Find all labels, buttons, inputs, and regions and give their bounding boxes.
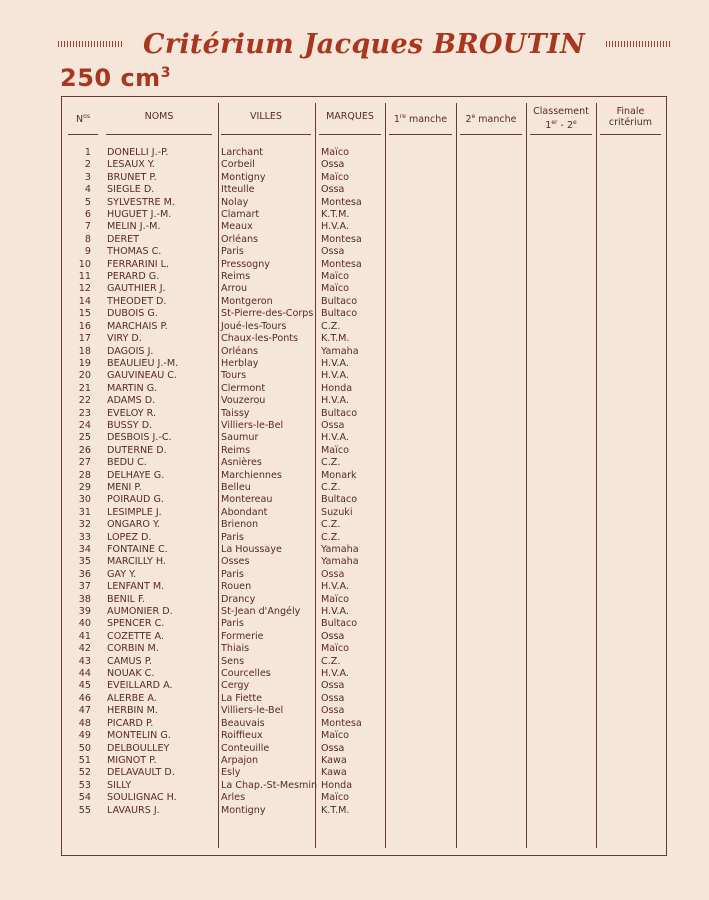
rider-name: GAUVINEAU C.	[107, 370, 178, 382]
header-underline-makes	[319, 134, 381, 135]
page-title: Critérium Jacques BROUTIN	[143, 28, 585, 60]
table-row	[61, 259, 381, 271]
rider-make: Maïco	[321, 147, 349, 158]
rider-number: 25	[78, 432, 91, 444]
header-underline-ranking	[530, 134, 592, 135]
rider-make: Maïco	[321, 730, 349, 742]
rider-city: Montigny	[221, 804, 266, 816]
rider-number: 27	[78, 457, 91, 469]
header-number: $N^{os}$	[76, 113, 90, 126]
table-row	[61, 519, 381, 531]
rider-make: Maïco	[321, 792, 349, 804]
rider-city: Esly	[221, 767, 241, 779]
header-underline-no	[68, 134, 98, 135]
rider-city: Chaux-les-Ponts	[221, 333, 299, 345]
rider-city: Abondant	[221, 506, 268, 518]
table-row	[61, 755, 381, 767]
rider-name: HUGUET J.-M.	[107, 209, 172, 221]
rider-city: Clamart	[221, 209, 260, 221]
rider-city: La Fiette	[221, 692, 263, 704]
rider-number: 2	[84, 159, 91, 171]
column-divider-makes-run1	[385, 103, 386, 848]
table-row	[61, 693, 381, 705]
header-names: NOMS	[144, 111, 174, 122]
rider-city: Paris	[221, 618, 244, 630]
rider-city: Vouzerou	[221, 395, 266, 407]
rider-city: Beauvais	[221, 717, 265, 729]
rider-name: SYLVESTRE M.	[107, 196, 175, 208]
rider-make: Yamaha	[321, 345, 359, 357]
rider-city: Orléans	[221, 233, 259, 245]
table-row	[61, 618, 381, 630]
rider-number: 44	[78, 668, 91, 680]
rider-city: Belleu	[221, 481, 251, 493]
rider-make: H.V.A.	[321, 668, 349, 680]
table-row	[61, 333, 381, 345]
rider-name: POIRAUD G.	[107, 494, 164, 506]
rider-make: H.V.A.	[321, 606, 349, 618]
rider-name: CORBIN M.	[107, 643, 159, 655]
column-divider-run2-ranking	[526, 103, 527, 848]
rider-number: 35	[78, 556, 91, 568]
table-row	[61, 470, 381, 482]
rider-make: Honda	[321, 779, 353, 791]
rider-city: Reims	[221, 444, 251, 456]
rider-make: Maïco	[321, 643, 349, 655]
rider-make: K.T.M.	[321, 804, 350, 816]
rider-number: 26	[78, 444, 91, 456]
rider-number: 33	[78, 531, 91, 543]
rider-city: Herblay	[221, 357, 259, 369]
rider-make: Maïco	[321, 444, 349, 456]
table-row	[61, 370, 381, 382]
rider-number: 3	[84, 171, 91, 183]
rider-make: Kawa	[321, 767, 347, 779]
rider-city: Villiers-le-Bel	[221, 705, 284, 717]
rider-make: Monark	[321, 469, 357, 481]
header-underline-final	[600, 134, 661, 135]
rider-city: Villiers-le-Bel	[221, 419, 284, 431]
header-cities: VILLES	[250, 111, 282, 122]
rider-name: DERET	[107, 233, 140, 245]
rider-name: COZETTE A.	[107, 630, 164, 642]
rider-name: GAUTHIER J.	[107, 283, 166, 295]
rider-name: THOMAS C.	[107, 246, 162, 258]
table-row	[61, 321, 381, 333]
rider-make: Ossa	[321, 692, 345, 704]
rider-city: Sens	[221, 655, 245, 667]
rider-city: Arrou	[221, 283, 248, 295]
rider-city: Larchant	[221, 147, 264, 158]
rider-number: 42	[78, 643, 91, 655]
header-second-run: 2e manche	[465, 113, 517, 126]
rider-list	[61, 147, 381, 817]
table-row	[61, 594, 381, 606]
rider-number: 4	[84, 184, 91, 196]
rider-number: 43	[78, 655, 91, 667]
rider-number: 20	[78, 370, 91, 382]
table-row	[61, 494, 381, 506]
rider-make: Ossa	[321, 742, 345, 754]
rider-name: MONTELIN G.	[107, 730, 171, 742]
rider-name: MIGNOT P.	[107, 754, 157, 766]
rider-city: St-Pierre-des-Corps	[221, 308, 314, 320]
rider-make: Ossa	[321, 630, 345, 642]
table-row	[61, 408, 381, 420]
rider-city: Rouen	[221, 581, 252, 593]
header-first-run: 1re manche	[393, 113, 448, 126]
column-divider-run1-run2	[456, 103, 457, 848]
rider-city: Nolay	[221, 196, 249, 208]
rider-city: Saumur	[221, 432, 259, 444]
table-row	[61, 556, 381, 568]
rider-make: Ossa	[321, 159, 345, 171]
rider-city: La Chap.-St-Mesmin	[221, 779, 318, 791]
rider-city: Brienon	[221, 519, 259, 531]
table-row	[61, 308, 381, 320]
rider-number: 46	[78, 692, 91, 704]
rider-make: Ossa	[321, 246, 345, 258]
rider-name: CAMUS P.	[107, 655, 153, 667]
rider-city: Montereau	[221, 494, 273, 506]
rider-number: 12	[78, 283, 91, 295]
rider-number: 29	[78, 481, 91, 493]
rider-city: Paris	[221, 531, 244, 543]
rider-name: DAGOIS J.	[107, 345, 154, 357]
rider-city: Paris	[221, 568, 244, 580]
category-title: 250 $cm^3$	[60, 64, 171, 92]
rider-city: St-Jean d'Angély	[221, 606, 301, 618]
rider-name: GAY Y.	[107, 568, 137, 580]
rider-number: 16	[78, 320, 91, 332]
header-underline-run2	[460, 134, 522, 135]
rider-city: Corbeil	[221, 159, 255, 171]
rider-number: 9	[84, 246, 91, 258]
table-row	[61, 383, 381, 395]
rider-name: SOULIGNAC H.	[107, 792, 177, 804]
rider-make: Bultaco	[321, 618, 358, 630]
rider-name: NOUAK C.	[107, 668, 155, 680]
rider-make: H.V.A.	[321, 395, 349, 407]
rider-make: Ossa	[321, 184, 345, 196]
rider-number: 14	[78, 295, 91, 307]
rider-city: Formerie	[221, 630, 264, 642]
title-ornament-right	[606, 41, 670, 47]
rider-make: C.Z.	[321, 519, 341, 531]
rider-city: Courcelles	[221, 668, 271, 680]
rider-city: Clermont	[221, 382, 266, 394]
table-row	[61, 346, 381, 358]
table-row	[61, 184, 381, 196]
rider-city: Taissy	[221, 407, 250, 419]
table-row	[61, 271, 381, 283]
rider-name: LOPEZ D.	[107, 531, 152, 543]
rider-number: 47	[78, 705, 91, 717]
rider-number: 24	[78, 419, 91, 431]
rider-make: C.Z.	[321, 320, 341, 332]
table-row	[61, 656, 381, 668]
rider-name: HERBIN M.	[107, 705, 158, 717]
table-row	[61, 507, 381, 519]
rider-name: DELAVAULT D.	[107, 767, 175, 779]
table-row	[61, 805, 381, 817]
rider-make: Maïco	[321, 283, 349, 295]
rider-name: SILLY	[107, 779, 132, 791]
rider-make: Ossa	[321, 419, 345, 431]
rider-city: Conteuille	[221, 742, 270, 754]
rider-make: Ossa	[321, 680, 345, 692]
header-ranking: Classement 1er - 2e	[533, 106, 589, 132]
rider-make: Montesa	[321, 233, 362, 245]
title-ornament-left	[58, 41, 122, 47]
rider-name: FERRARINI L.	[107, 258, 170, 270]
header-makes: MARQUES	[326, 111, 374, 122]
rider-number: 28	[78, 469, 91, 481]
rider-number: 39	[78, 606, 91, 618]
rider-number: 10	[78, 258, 91, 270]
rider-name: BEAULIEU J.-M.	[107, 357, 179, 369]
rider-make: Montesa	[321, 196, 362, 208]
rider-name: SPENCER C.	[107, 618, 165, 630]
rider-make: H.V.A.	[321, 432, 349, 444]
table-row	[61, 705, 381, 717]
table-row	[61, 680, 381, 692]
rider-name: ADAMS D.	[107, 395, 156, 407]
rider-number: 53	[78, 779, 91, 791]
rider-number: 31	[78, 506, 91, 518]
rider-make: H.V.A.	[321, 581, 349, 593]
table-row	[61, 395, 381, 407]
rider-name: MARCILLY H.	[107, 556, 166, 568]
rider-name: MARTIN G.	[107, 382, 158, 394]
rider-city: Meaux	[221, 221, 253, 233]
rider-name: MARCHAIS P.	[107, 320, 168, 332]
header-underline-run1	[389, 134, 452, 135]
rider-city: Paris	[221, 246, 244, 258]
rider-make: K.T.M.	[321, 209, 350, 221]
rider-number: 15	[78, 308, 91, 320]
rider-name: VIRY D.	[107, 333, 142, 345]
rider-name: LAVAURS J.	[107, 804, 160, 816]
table-row	[61, 780, 381, 792]
rider-make: Ossa	[321, 568, 345, 580]
rider-number: 32	[78, 519, 91, 531]
rider-make: K.T.M.	[321, 333, 350, 345]
rider-number: 48	[78, 717, 91, 729]
rider-number: 55	[78, 804, 91, 816]
table-row	[61, 544, 381, 556]
table-row	[61, 457, 381, 469]
rider-number: 51	[78, 754, 91, 766]
rider-name: ALERBE A.	[107, 692, 157, 704]
table-row	[61, 643, 381, 655]
rider-make: Honda	[321, 382, 353, 394]
table-row	[61, 197, 381, 209]
rider-number: 17	[78, 333, 91, 345]
header-underline-cities	[221, 134, 311, 135]
rider-make: C.Z.	[321, 457, 341, 469]
rider-name: SIEGLE D.	[107, 184, 155, 196]
table-row	[61, 445, 381, 457]
rider-make: Suzuki	[321, 506, 353, 518]
rider-make: H.V.A.	[321, 357, 349, 369]
rider-number: 6	[84, 209, 91, 221]
rider-city: Montgeron	[221, 295, 273, 307]
header-underline-names	[106, 134, 212, 135]
rider-number: 18	[78, 345, 91, 357]
table-row	[61, 631, 381, 643]
rider-number: 5	[84, 196, 91, 208]
table-row	[61, 569, 381, 581]
header-final: Finale critérium	[608, 106, 653, 128]
table-row	[61, 172, 381, 184]
rider-name: DELBOULLEY	[107, 742, 170, 754]
rider-city: Tours	[221, 370, 247, 382]
rider-name: DONELLI J.-P.	[107, 147, 169, 158]
rider-city: Itteulle	[221, 184, 255, 196]
rider-make: Maïco	[321, 593, 349, 605]
rider-make: Bultaco	[321, 407, 358, 419]
rider-number: 52	[78, 767, 91, 779]
rider-name: ONGARO Y.	[107, 519, 160, 531]
rider-make: Montesa	[321, 717, 362, 729]
table-row	[61, 668, 381, 680]
rider-name: BRUNET P.	[107, 171, 157, 183]
table-row	[61, 767, 381, 779]
rider-make: Bultaco	[321, 295, 358, 307]
rider-number: 54	[78, 792, 91, 804]
rider-number: 50	[78, 742, 91, 754]
rider-number: 7	[84, 221, 91, 233]
rider-name: BENIL F.	[107, 593, 146, 605]
rider-make: C.Z.	[321, 531, 341, 543]
rider-number: 49	[78, 730, 91, 742]
rider-city: Montigny	[221, 171, 266, 183]
rider-name: FONTAINE C.	[107, 544, 168, 555]
table-row	[61, 147, 381, 159]
rider-name: PICARD P.	[107, 717, 154, 729]
rider-number: 34	[78, 544, 91, 555]
rider-city: Orléans	[221, 345, 259, 357]
rider-name: LESIMPLE J.	[107, 506, 162, 518]
rider-name: AUMONIER D.	[107, 606, 173, 618]
rider-make: C.Z.	[321, 655, 341, 667]
column-divider-ranking-final	[596, 103, 597, 848]
rider-name: MELIN J.-M.	[107, 221, 161, 233]
rider-make: Yamaha	[321, 544, 359, 555]
rider-make: Maïco	[321, 171, 349, 183]
rider-make: Yamaha	[321, 556, 359, 568]
rider-number: 22	[78, 395, 91, 407]
table-row	[61, 420, 381, 432]
rider-city: Osses	[221, 556, 250, 568]
rider-make: Ossa	[321, 705, 345, 717]
rider-name: THEODET D.	[107, 295, 167, 307]
rider-city: Thiais	[221, 643, 250, 655]
title-row	[58, 24, 670, 64]
rider-name: DESBOIS J.-C.	[107, 432, 172, 444]
rider-make: H.V.A.	[321, 370, 349, 382]
rider-city: Roiffieux	[221, 730, 263, 742]
rider-city: Marchiennes	[221, 469, 282, 481]
rider-number: 40	[78, 618, 91, 630]
table-row	[61, 221, 381, 233]
rider-number: 11	[78, 271, 91, 283]
rider-number: 30	[78, 494, 91, 506]
table-row	[61, 730, 381, 742]
rider-city: Cergy	[221, 680, 250, 692]
rider-name: DUBOIS G.	[107, 308, 158, 320]
table-row	[61, 482, 381, 494]
table-row	[61, 358, 381, 370]
table-row	[61, 792, 381, 804]
rider-make: C.Z.	[321, 481, 341, 493]
rider-city: Pressogny	[221, 258, 270, 270]
table-row	[61, 234, 381, 246]
table-row	[61, 606, 381, 618]
table-row	[61, 159, 381, 171]
rider-number: 38	[78, 593, 91, 605]
rider-number: 41	[78, 630, 91, 642]
table-row	[61, 581, 381, 593]
rider-city: Drancy	[221, 593, 256, 605]
table-row	[61, 718, 381, 730]
rider-number: 45	[78, 680, 91, 692]
rider-make: H.V.A.	[321, 221, 349, 233]
table-row	[61, 532, 381, 544]
rider-number: 37	[78, 581, 91, 593]
rider-make: Maïco	[321, 271, 349, 283]
rider-name: DUTERNE D.	[107, 444, 167, 456]
rider-make: Montesa	[321, 258, 362, 270]
table-row	[61, 283, 381, 295]
table-row	[61, 432, 381, 444]
rider-name: PERARD G.	[107, 271, 160, 283]
rider-make: Kawa	[321, 754, 347, 766]
rider-name: LENFANT M.	[107, 581, 165, 593]
rider-city: Arpajon	[221, 754, 259, 766]
rider-name: BEDU C.	[107, 457, 147, 469]
rider-city: Reims	[221, 271, 251, 283]
rider-name: DELHAYE G.	[107, 469, 165, 481]
rider-number: 8	[84, 233, 91, 245]
rider-name: EVELOY R.	[107, 407, 156, 419]
rider-number: 23	[78, 407, 91, 419]
rider-name: LESAUX Y.	[107, 159, 155, 171]
table-row	[61, 246, 381, 258]
rider-number: 36	[78, 568, 91, 580]
rider-city: Joué-les-Tours	[221, 320, 287, 332]
table-row	[61, 209, 381, 221]
rider-make: Bultaco	[321, 308, 358, 320]
rider-number: 19	[78, 357, 91, 369]
rider-city: La Houssaye	[221, 544, 282, 555]
rider-name: MENI P.	[107, 481, 142, 493]
table-row	[61, 296, 381, 308]
rider-name: EVEILLARD A.	[107, 680, 173, 692]
rider-city: Asnières	[221, 457, 262, 469]
table-row	[61, 743, 381, 755]
rider-make: Bultaco	[321, 494, 358, 506]
rider-city: Arles	[221, 792, 246, 804]
rider-number: 21	[78, 382, 91, 394]
rider-name: BUSSY D.	[107, 419, 153, 431]
rider-number: 1	[84, 147, 91, 158]
